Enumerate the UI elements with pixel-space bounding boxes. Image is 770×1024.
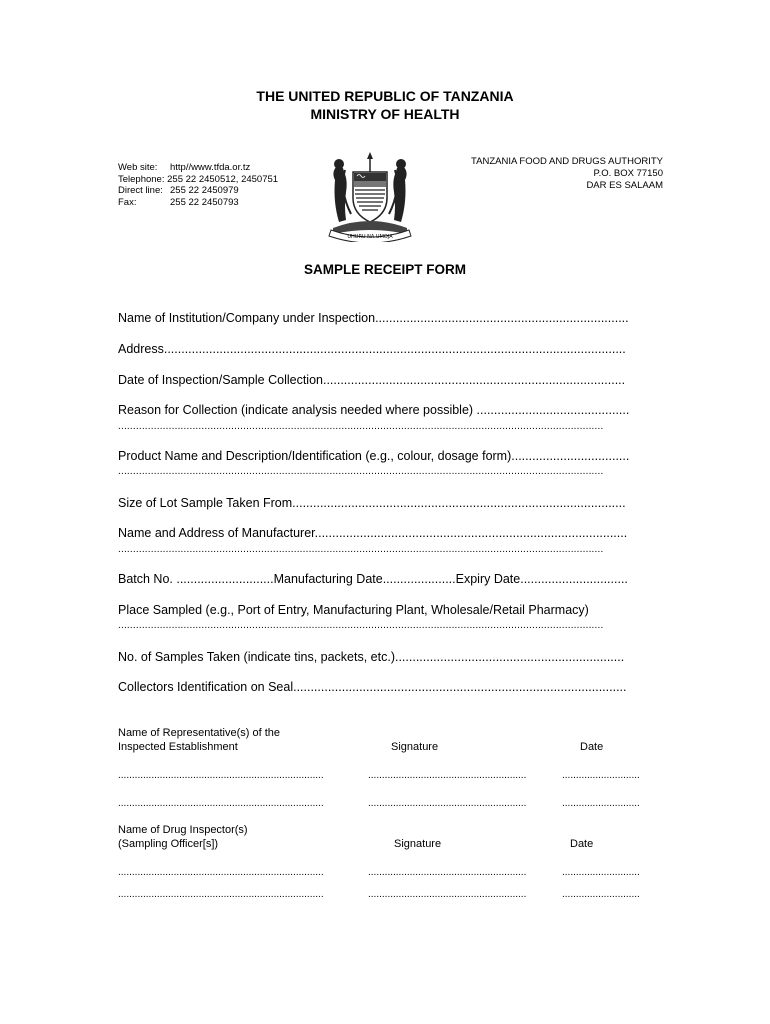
direct-line-value: 255 22 2450979	[170, 185, 239, 196]
field-manufacturer[interactable]: Name and Address of Manufacturer..........................................................................................	[118, 526, 628, 540]
insp-date-line-1[interactable]: ............................	[562, 867, 640, 878]
field-place-sampled[interactable]: Place Sampled (e.g., Port of Entry, Manufacturing Plant, Wholesale/Retail Pharmacy)	[118, 603, 589, 617]
inspectors-label: Name of Drug Inspector(s) (Sampling Officer[s])	[118, 824, 248, 850]
field-product[interactable]: Product Name and Description/Identification (e.g., colour, dosage form)..................................	[118, 449, 630, 463]
header-title-ministry: MINISTRY OF HEALTH	[310, 106, 460, 122]
representatives-label: Name of Representative(s) of the Inspected Establishment	[118, 727, 281, 753]
field-product-continuation[interactable]: ...................................................................................................................................................................	[118, 466, 604, 477]
rep-date-line-1[interactable]: ............................	[562, 770, 640, 781]
insp-name-line-2[interactable]: ..........................................................................	[118, 889, 324, 900]
insp-date-line-2[interactable]: ............................	[562, 889, 640, 900]
header-title-country: THE UNITED REPUBLIC OF TANZANIA	[256, 88, 514, 104]
rep-signature-line-2[interactable]: .........................................................	[368, 798, 527, 809]
fax-label: Fax:	[118, 196, 137, 208]
field-reason-continuation[interactable]: ...................................................................................................................................................................	[118, 421, 604, 432]
field-reason[interactable]: Reason for Collection (indicate analysis needed where possible) ............................................	[118, 403, 630, 417]
website-value: http//www.tfda.or.tz	[170, 162, 251, 173]
field-place-continuation[interactable]: ...................................................................................................................................................................	[118, 620, 604, 631]
rep-name-line-2[interactable]: ..........................................................................	[118, 798, 324, 809]
rep-date-line-2[interactable]: ............................	[562, 798, 640, 809]
fax-value: 255 22 2450793	[170, 196, 239, 208]
field-institution[interactable]: Name of Institution/Company under Inspection.........................................................................	[118, 311, 629, 325]
insp-name-line-1[interactable]: ..........................................................................	[118, 867, 324, 878]
form-title: SAMPLE RECEIPT FORM	[303, 262, 466, 277]
representatives-signature-label: Signature	[391, 741, 439, 753]
field-collectors-seal[interactable]: Collectors Identification on Seal................................................................................................	[118, 680, 627, 694]
direct-line-label: Direct line:	[118, 185, 163, 196]
contact-block	[118, 162, 278, 208]
field-batch-dates[interactable]: Batch No. ............................Manufacturing Date.....................Expiry Date...............................	[118, 572, 628, 586]
field-manufacturer-continuation[interactable]: ...................................................................................................................................................................	[118, 544, 604, 555]
authority-city: DAR ES SALAAM	[586, 180, 663, 191]
field-date-inspection[interactable]: Date of Inspection/Sample Collection.......................................................................................	[118, 373, 626, 387]
insp-signature-line-1[interactable]: .........................................................	[368, 867, 527, 878]
authority-name: TANZANIA FOOD AND DRUGS AUTHORITY	[471, 156, 663, 167]
authority-pobox: P.O. BOX 77150	[593, 168, 663, 179]
field-samples-taken[interactable]: No. of Samples Taken (indicate tins, packets, etc.)..................................................................	[118, 650, 625, 664]
field-address[interactable]: Address.....................................................................................................................................	[118, 342, 626, 356]
website-label: Web site:	[118, 162, 158, 173]
representatives-date-label: Date	[580, 741, 604, 753]
telephone-line: Telephone: 255 22 2450512, 2450751	[118, 173, 279, 185]
insp-signature-line-2[interactable]: .........................................................	[368, 889, 527, 900]
coat-of-arms-icon	[325, 150, 415, 242]
rep-signature-line-1[interactable]: .........................................................	[368, 770, 527, 781]
inspectors-date-label: Date	[570, 838, 594, 850]
emblem-motto: UHURU NA UMOJA	[347, 234, 393, 240]
rep-name-line-1[interactable]: ..........................................................................	[118, 770, 324, 781]
inspectors-signature-label: Signature	[394, 838, 442, 850]
authority-block	[471, 156, 663, 192]
field-lot-size[interactable]: Size of Lot Sample Taken From................................................................................................	[118, 496, 626, 510]
